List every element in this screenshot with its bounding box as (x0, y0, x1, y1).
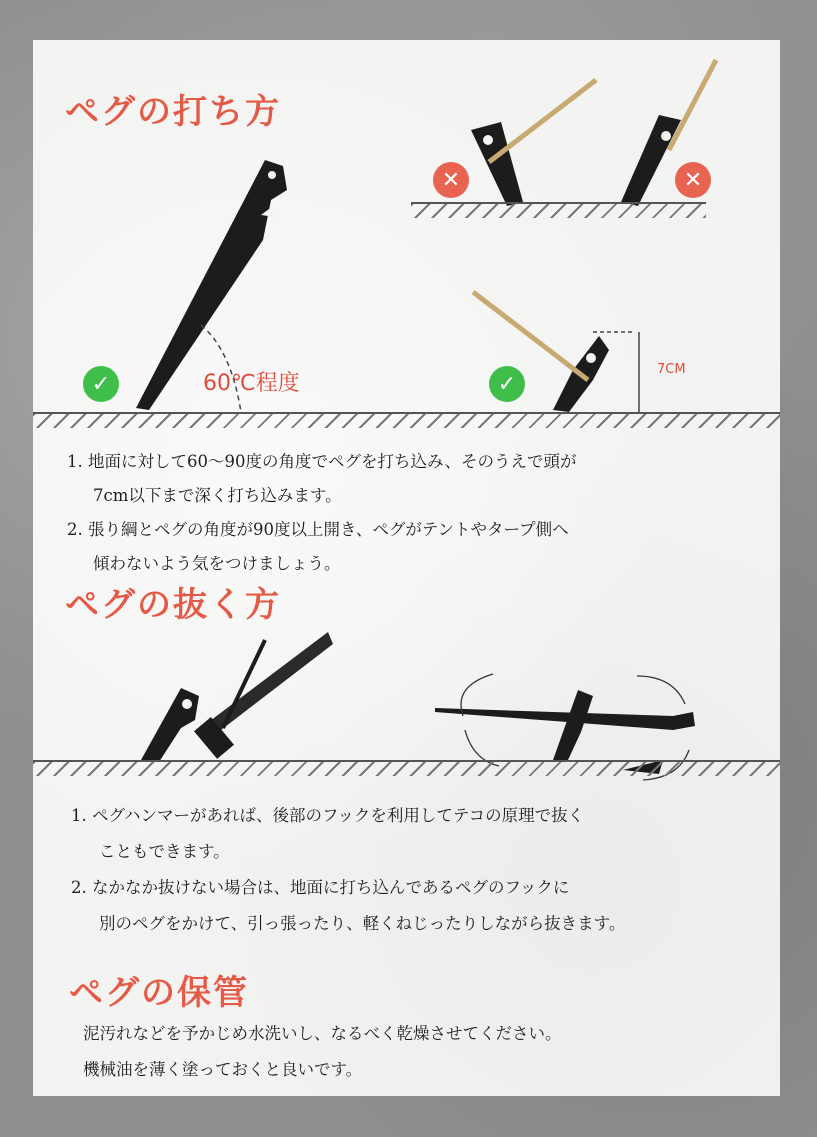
instruction-line: 2. なかなか抜けない場合は、地面に打ち込んであるペグのフックに (71, 878, 570, 897)
ground-line-ng (411, 202, 706, 218)
angle-label: 60℃程度 (203, 371, 300, 396)
instruction-line: 1. ペグハンマーがあれば、後部のフックを利用してテコの原理で抜く (71, 806, 585, 825)
instruction-line: 傾わないよう気をつけましょう。 (93, 554, 341, 573)
peg-angle-illustration (33, 40, 780, 440)
x-circle-icon: ✕ (433, 162, 469, 198)
section-title-storage: ペグの保管 (69, 973, 249, 1013)
instruction-line: 1. 地面に対して60～90度の角度でペグを打ち込み、そのうえで頭が (67, 452, 577, 471)
x-circle-icon: ✕ (675, 162, 711, 198)
section-title-driving: ペグの打ち方 (65, 92, 281, 132)
ground-line-2 (33, 760, 780, 776)
instruction-line: 2. 張り綱とペグの角度が90度以上開き、ペグがテントやタープ側へ (67, 520, 569, 539)
instruction-line: 別のペグをかけて、引っ張ったり、軽くねじったりしながら抜きます。 (99, 914, 626, 933)
peg-ng-left (471, 80, 596, 206)
section-title-removal: ペグの抜く方 (65, 585, 281, 625)
check-circle-icon: ✓ (489, 366, 525, 402)
check-circle-icon: ✓ (83, 366, 119, 402)
peg-removal-illustration (33, 620, 780, 820)
instruction-line: こともできます。 (99, 842, 230, 861)
ground-line-1 (33, 412, 780, 428)
hammer-lever-drawing (141, 632, 333, 762)
storage-line: 泥汚れなどを予かじめ水洗いし、なるべく乾燥させてください。 (83, 1024, 562, 1043)
height-label: 7CM (657, 362, 686, 377)
storage-line: 機械油を薄く塗っておくと良いです。 (83, 1060, 363, 1079)
instruction-line: 7cm以下まで深く打ち込みます。 (93, 486, 342, 505)
guide-panel (33, 40, 780, 1096)
